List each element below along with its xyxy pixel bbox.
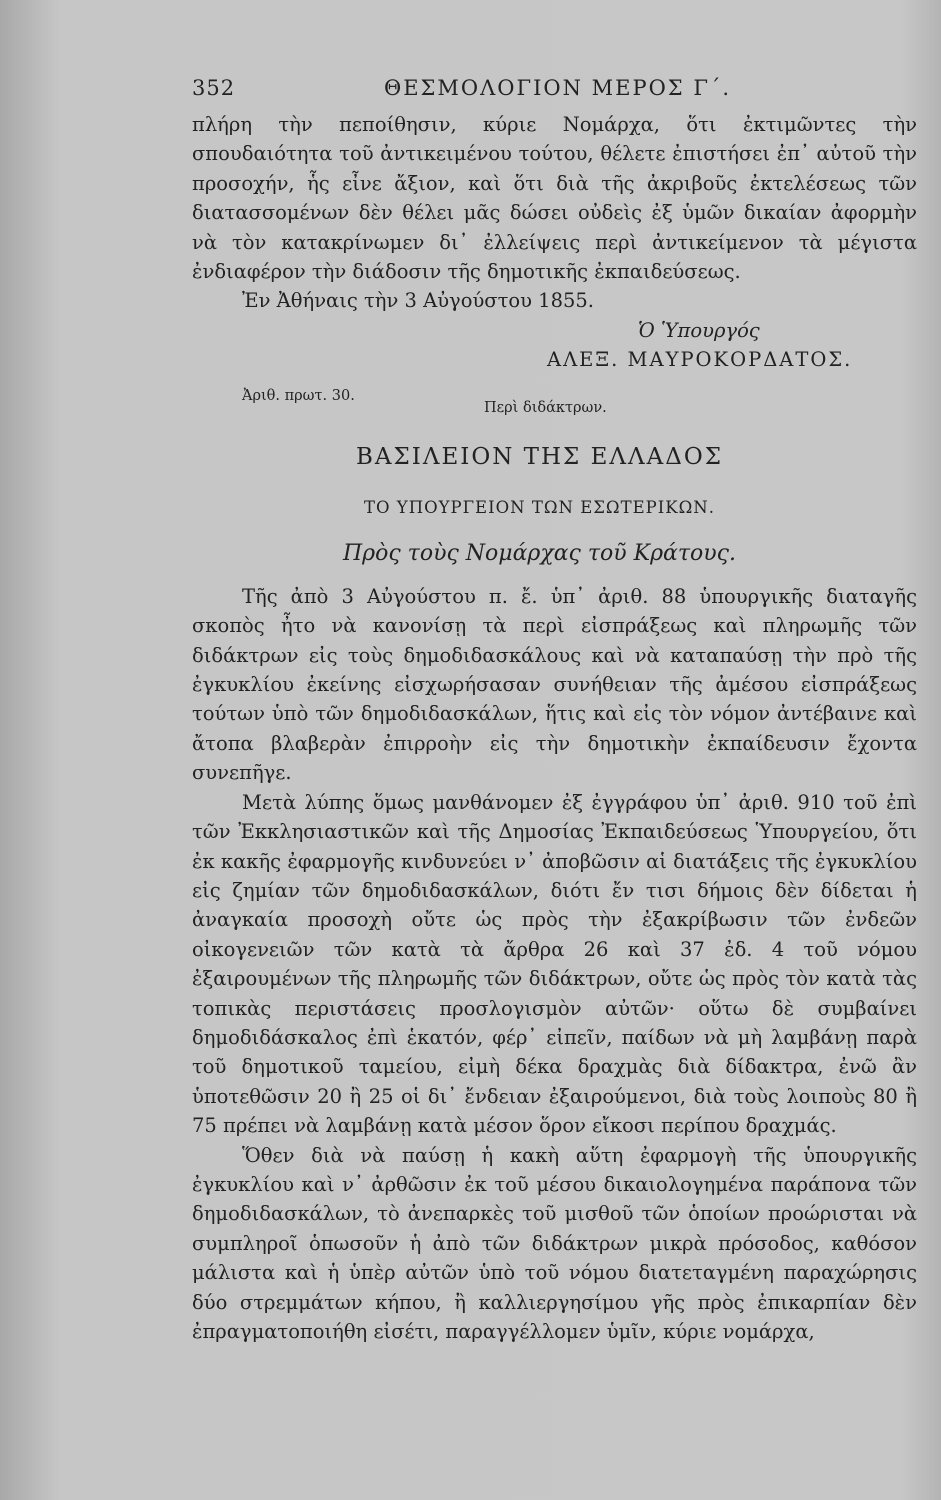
protocol-number: Ἀριθ. πρωτ. 30. bbox=[242, 387, 355, 404]
running-head bbox=[192, 76, 917, 110]
letter2-reference-row bbox=[192, 374, 917, 418]
ministry-heading: ΤΟ ΥΠΟΥΡΓΕΙΟΝ ΤΩΝ ΕΣΩΤΕΡΙΚΩΝ. bbox=[364, 497, 715, 517]
letter2-subject: Περὶ διδάκτρων. bbox=[484, 399, 607, 416]
letter1-signatory-name: ΑΛΕΞ. ΜΑΥΡΟΚΟΡΔΑΤΟΣ. bbox=[547, 347, 853, 371]
addressee-line: Πρὸς τοὺς Νομάρχας τοῦ Κράτους. bbox=[343, 540, 736, 566]
letter2-paragraph-2: Μετὰ λύπης ὅμως μανθάνομεν ἐξ ἐγγράφου ὑπ᾿ ἀριθ. 910 τοῦ ἐπὶ τῶν Ἐκκλησιαστικῶν καὶ τῆς Δημοσίας Ἐκπαιδεύσεως Ὑπουργείου, ὅτι ἐκ κακῆς ἐφαρμογῆς κινδυνεύει ν᾿ ἀποβῶσιν αἱ διατάξεις τῆς ἐγκυκλίου εἰς ζημίαν τῶν δημοδιδασκάλων, διότι ἔν τισι δήμοις δὲν δίδεται ἡ ἀναγκαία προσοχὴ οὔτε ὡς πρὸς τὴν ἐξακρίβωσιν τῶν ἐνδεῶν οἰκογενειῶν τῶν κατὰ τὰ ἄρθρα 26 καὶ 37 ἐδ. 4 τοῦ νόμου ἐξαιρουμένων τῆς πληρωμῆς τῶν διδάκτρων, οὔτε ὡς πρὸς τὸν κατὰ τὰς τοπικὰς περιστάσεις προσλογισμὸν αὐτῶν· οὕτω δὲ συμβαίνει δημοδιδάσκαλος ἐπὶ ἑκατόν, φέρ᾿ εἰπεῖν, παίδων νὰ μὴ λαμβάνῃ παρὰ τοῦ δημοτικοῦ ταμείου, εἰμὴ δέκα δραχμὰς διὰ δίδακτρα, ἐνῶ ἂν ὑποτεθῶσιν 20 ἢ 25 οἱ δι᾿ ἔνδειαν ἐξαιρούμενοι, διὰ τοὺς λοιποὺς 80 ἢ 75 πρέπει νὰ λαμβάνῃ κατὰ μέσον ὅρον εἴκοσι περίπου δραχμάς. bbox=[192, 790, 917, 1138]
letter2-paragraph-1: Τῆς ἀπὸ 3 Αὐγούστου π. ἔ. ὑπ᾿ ἀριθ. 88 ὑπουργικῆς διαταγῆς σκοπὸς ἦτο νὰ κανονίσῃ τὰ περὶ εἰσπράξεως καὶ πληρωμῆς τῶν διδάκτρων εἰς τοὺς δημοδιδασκάλους καὶ νὰ καταπαύσῃ τὴν πρὸ τῆς ἐγκυκλίου ἐκείνης εἰσχωρήσασαν συνήθειαν τῆς ἀμέσου εἰσπράξεως τούτων ὑπὸ τῶν δημοδιδασκάλων, ἥτις καὶ εἰς τὸν νόμον ἀντέβαινε καὶ ἄτοπα βλαβερὰν ἐπιρροὴν εἰς τὴν δημοτικὴν ἐκπαίδευσιν ἔχοντα συνεπῆγε. bbox=[192, 584, 917, 785]
letter1-date: Ἐν Ἀθήναις τὴν 3 Αὐγούστου 1855. bbox=[242, 289, 595, 313]
letter2-paragraph-3: Ὅθεν διὰ νὰ παύσῃ ἡ κακὴ αὕτη ἐφαρμογὴ τῆς ὑπουργικῆς ἐγκυκλίου καὶ ν᾿ ἀρθῶσιν ἐκ τοῦ μέσου δικαιολογημένα παράπονα τῶν δημοδιδασκάλων, τὸ ἀνεπαρκὲς τοῦ μισθοῦ τῶν ὁποίων προώρισται νὰ συμπληροῖ ὁπωσοῦν ἡ ἀπὸ τῶν διδάκτρων μικρὰ πρόσοδος, καθόσον μάλιστα καὶ ἡ ὑπὲρ αὐτῶν ὑπὸ τοῦ νόμου διατεταγμένη παραχώρησις δύο στρεμμάτων κήπου, ἢ καλλιεργησίμου γῆς πρὸς ἐπικαρπίαν δὲν ἐπραγματοποιήθη εἰσέτι, παραγγέλλομεν ὑμῖν, κύριε νομάρχα, bbox=[192, 1143, 917, 1343]
letter1-closing-paragraph: πλήρη τὴν πεποίθησιν, κύριε Νομάρχα, ὅτι ἐκτιμῶντες τὴν σπουδαιότητα τοῦ ἀντικειμένου τούτου, θέλετε ἐπιστήσει ἐπ᾿ αὐτοῦ τὴν προσοχήν, ἧς εἶνε ἄξιον, καὶ ὅτι διὰ τῆς ἀκριβοῦς ἐκτελέσεως τῶν διατασσομένων δὲν θέλει μᾶς δώσει οὐδεὶς ἐξ ὑμῶν δικαίαν ἀφορμὴν νὰ τὸν κατακρίνωμεν δι᾿ ἐλλείψεις περὶ ἀντικείμενον τὰ μέγιστα ἐνδιαφέρον τὴν διάδοσιν τῆς δημοτικῆς ἐκπαιδεύσεως. bbox=[192, 113, 917, 284]
page-number: 352 bbox=[192, 76, 236, 100]
kingdom-heading: ΒΑΣΙΛΕΙΟΝ ΤΗΣ ΕΛΛΑΔΟΣ bbox=[356, 443, 723, 470]
running-title: ΘΕΣΜΟΛΟΓΙΟΝ ΜΕΡΟΣ Γ΄. bbox=[384, 76, 732, 100]
letter1-signatory-title: Ὁ Ὑπουργός bbox=[638, 318, 760, 342]
